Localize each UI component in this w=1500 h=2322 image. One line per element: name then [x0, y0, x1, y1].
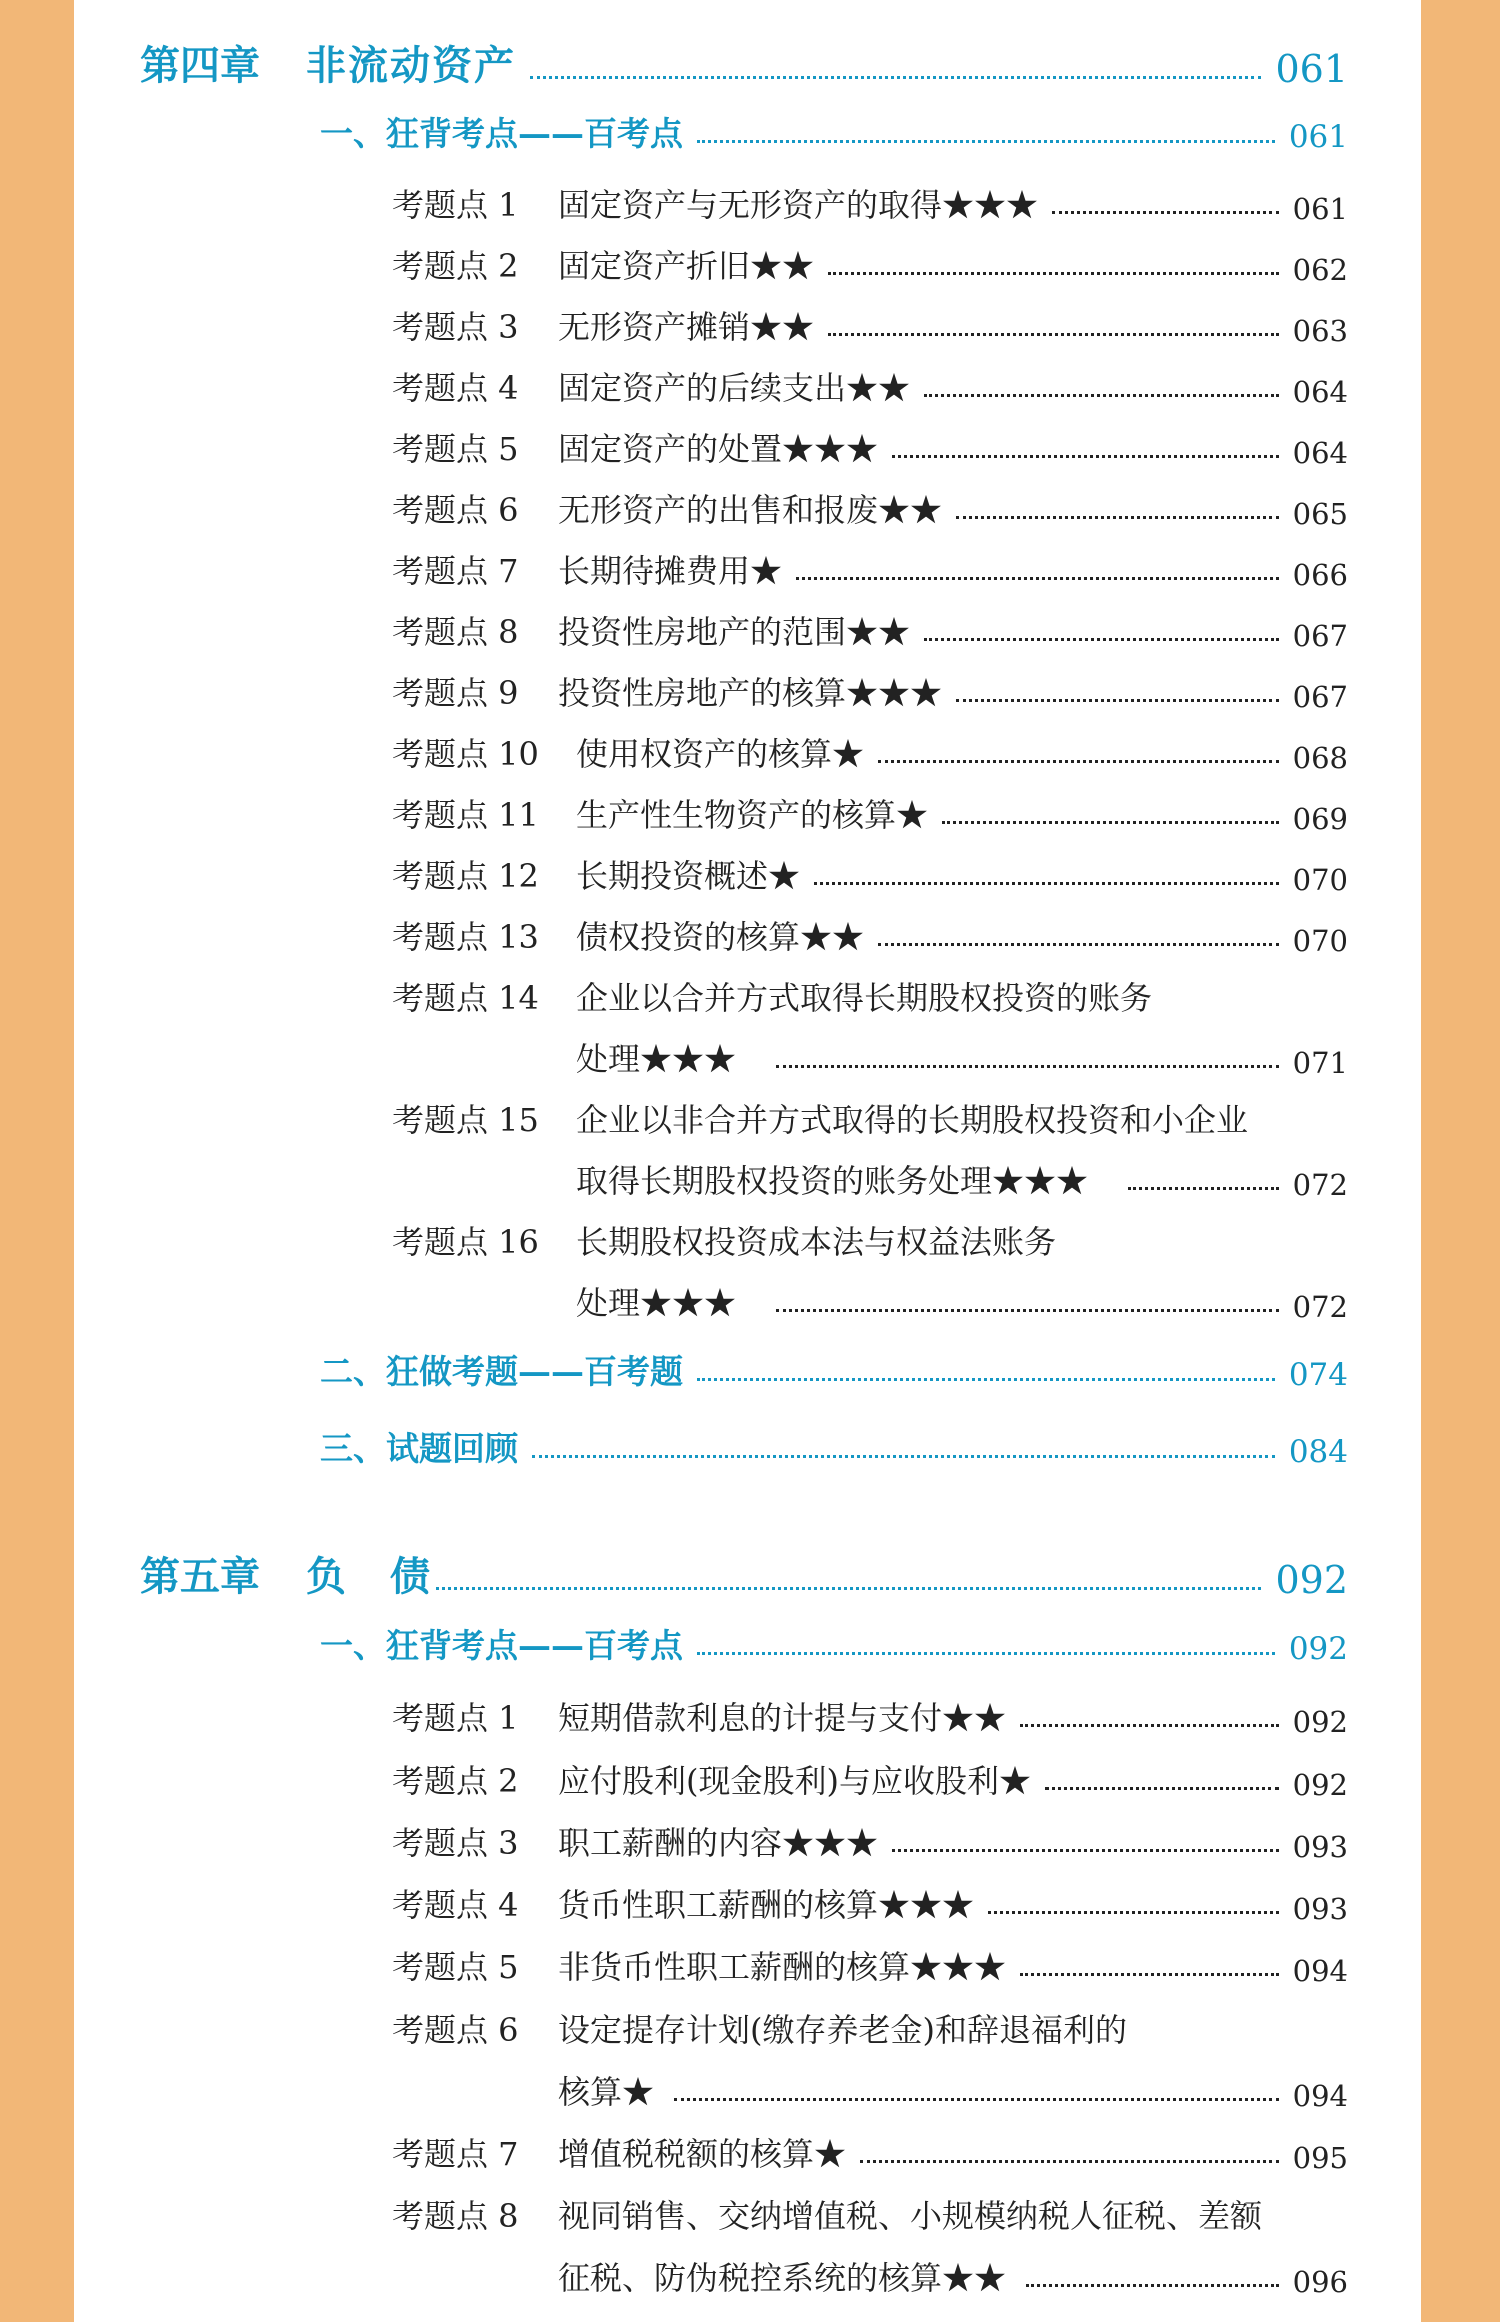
- item-label: 考题点 7: [392, 552, 519, 590]
- toc-item[interactable]: [392, 1095, 1248, 1141]
- item-label: 考题点 13: [392, 918, 539, 956]
- toc-item[interactable]: [392, 1693, 1348, 1739]
- toc-item-continuation[interactable]: [558, 2253, 1348, 2299]
- toc-item[interactable]: [392, 729, 1348, 775]
- page-number: 063: [1292, 314, 1348, 348]
- dot-leader: [1128, 1186, 1279, 1190]
- dot-leader: [828, 332, 1279, 336]
- dot-leader: [878, 759, 1279, 763]
- item-label: 考题点 2: [392, 1762, 519, 1800]
- item-title-continuation: 取得长期股权投资的账务处理★★★: [576, 1162, 1089, 1200]
- page-number: 092: [1292, 1768, 1348, 1802]
- toc-item[interactable]: [392, 241, 1348, 287]
- dot-leader: [776, 1308, 1279, 1312]
- page-number: 067: [1292, 680, 1348, 714]
- page-number: 068: [1292, 741, 1348, 775]
- toc-item-continuation[interactable]: [576, 1278, 1348, 1324]
- item-title: 职工薪酬的内容★★★: [558, 1824, 879, 1862]
- dot-leader: [530, 75, 1261, 79]
- item-label: 考题点 3: [392, 308, 519, 346]
- dot-leader: [924, 637, 1279, 641]
- page-number: 093: [1292, 1892, 1348, 1926]
- item-title: 应付股利(现金股利)与应收股利★: [558, 1762, 1031, 1800]
- section-heading[interactable]: [320, 1346, 1348, 1393]
- item-title: 企业以合并方式取得长期股权投资的账务: [576, 979, 1153, 1017]
- item-title-continuation: 处理★★★: [576, 1284, 737, 1322]
- page-number: 072: [1292, 1290, 1348, 1324]
- item-title: 非货币性职工薪酬的核算★★★: [558, 1948, 1007, 1986]
- item-title: 无形资产摊销★★: [558, 308, 815, 346]
- page-number: 084: [1288, 1434, 1348, 1470]
- item-title: 债权投资的核算★★: [576, 918, 865, 956]
- toc-item-continuation[interactable]: [576, 1156, 1348, 1202]
- dot-leader: [878, 942, 1279, 946]
- page-number: 061: [1288, 119, 1348, 155]
- item-title-continuation: 征税、防伪税控系统的核算★★: [558, 2259, 1007, 2297]
- toc-item[interactable]: [392, 1818, 1348, 1864]
- chapter-title: 非流动资产: [306, 42, 516, 89]
- page-number: 074: [1288, 1357, 1348, 1393]
- item-label: 考题点 12: [392, 857, 539, 895]
- item-title: 长期股权投资成本法与权益法账务: [576, 1223, 1057, 1261]
- item-title: 企业以非合并方式取得的长期股权投资和小企业: [576, 1101, 1249, 1139]
- toc-item[interactable]: [392, 1880, 1348, 1926]
- item-title: 视同销售、交纳增值税、小规模纳税人征税、差额: [558, 2197, 1263, 2235]
- dot-leader: [796, 576, 1279, 580]
- section-title: 一、狂背考点——百考点: [320, 1626, 683, 1665]
- dot-leader: [674, 2097, 1279, 2101]
- item-title: 长期待摊费用★: [558, 552, 783, 590]
- toc-item[interactable]: [392, 363, 1348, 409]
- dot-leader: [814, 881, 1279, 885]
- page-number: 065: [1292, 497, 1348, 531]
- item-title: 增值税税额的核算★: [558, 2135, 847, 2173]
- item-label: 考题点 9: [392, 674, 519, 712]
- toc-item[interactable]: [392, 790, 1348, 836]
- item-title: 无形资产的出售和报废★★: [558, 491, 943, 529]
- dot-leader: [1020, 1723, 1279, 1727]
- dot-leader: [776, 1064, 1279, 1068]
- toc-item[interactable]: [392, 180, 1348, 226]
- page-number: 064: [1292, 375, 1348, 409]
- item-label: 考题点 1: [392, 1699, 519, 1737]
- page-number: 070: [1292, 924, 1348, 958]
- item-title-continuation: 核算★: [558, 2073, 655, 2111]
- page-number: 071: [1292, 1046, 1348, 1080]
- dot-leader: [956, 698, 1279, 702]
- item-title: 使用权资产的核算★: [576, 735, 865, 773]
- item-title: 短期借款利息的计提与支付★★: [558, 1699, 1007, 1737]
- item-label: 考题点 4: [392, 369, 519, 407]
- dot-leader: [942, 820, 1279, 824]
- dot-leader: [697, 1651, 1275, 1655]
- page-number: 061: [1275, 47, 1348, 91]
- dot-leader: [697, 1377, 1275, 1381]
- item-title: 长期投资概述★: [576, 857, 801, 895]
- page-number: 067: [1292, 619, 1348, 653]
- toc-item[interactable]: [392, 485, 1348, 531]
- dot-leader: [697, 139, 1275, 143]
- page-number: 092: [1275, 1558, 1348, 1602]
- item-title: 固定资产的后续支出★★: [558, 369, 911, 407]
- toc-item-continuation[interactable]: [576, 1034, 1348, 1080]
- item-title: 固定资产与无形资产的取得★★★: [558, 186, 1039, 224]
- page-number: 095: [1292, 2141, 1348, 2175]
- dot-leader: [828, 271, 1279, 275]
- item-label: 考题点 11: [392, 796, 539, 834]
- section-heading[interactable]: [320, 108, 1348, 155]
- toc-item[interactable]: [392, 851, 1348, 897]
- toc-item[interactable]: [392, 973, 1152, 1019]
- section-heading[interactable]: [320, 1423, 1348, 1470]
- item-title: 固定资产折旧★★: [558, 247, 815, 285]
- item-label: 考题点 7: [392, 2135, 519, 2173]
- toc-item[interactable]: [392, 2129, 1348, 2175]
- dot-leader: [924, 393, 1279, 397]
- dot-leader: [1026, 2283, 1279, 2287]
- item-title: 设定提存计划(缴存养老金)和辞退福利的: [558, 2011, 1127, 2049]
- dot-leader: [1020, 1972, 1279, 1976]
- page-number: 094: [1292, 1954, 1348, 1988]
- item-title: 投资性房地产的核算★★★: [558, 674, 943, 712]
- toc-item-continuation[interactable]: [558, 2067, 1348, 2113]
- toc-item[interactable]: [392, 2005, 1127, 2051]
- dot-leader: [1045, 1786, 1279, 1790]
- dot-leader: [892, 454, 1279, 458]
- section-title: 三、试题回顾: [320, 1429, 518, 1468]
- item-title-continuation: 处理★★★: [576, 1040, 737, 1078]
- toc-item[interactable]: [392, 607, 1348, 653]
- page-number: 062: [1292, 253, 1348, 287]
- toc-item[interactable]: [392, 546, 1348, 592]
- item-label: 考题点 10: [392, 735, 539, 773]
- page-number: 094: [1292, 2079, 1348, 2113]
- item-title: 货币性职工薪酬的核算★★★: [558, 1886, 975, 1924]
- toc-item[interactable]: [392, 1217, 1056, 1263]
- toc-item[interactable]: [392, 424, 1348, 470]
- chapter-number: 第四章: [140, 42, 260, 89]
- chapter-title: 负 债: [306, 1553, 432, 1600]
- chapter-number: 第五章: [140, 1553, 260, 1600]
- page-number: 064: [1292, 436, 1348, 470]
- dot-leader: [988, 1910, 1279, 1914]
- page-number: 072: [1292, 1168, 1348, 1202]
- item-label: 考题点 5: [392, 1948, 519, 1986]
- section-heading[interactable]: [320, 1620, 1348, 1667]
- item-label: 考题点 1: [392, 186, 519, 224]
- page-number: 069: [1292, 802, 1348, 836]
- dot-leader: [860, 2159, 1279, 2163]
- dot-leader: [892, 1848, 1279, 1852]
- item-title: 固定资产的处置★★★: [558, 430, 879, 468]
- page-number: 093: [1292, 1830, 1348, 1864]
- dot-leader: [532, 1454, 1275, 1458]
- page-number: 070: [1292, 863, 1348, 897]
- item-label: 考题点 4: [392, 1886, 519, 1924]
- toc-item[interactable]: [392, 2191, 1262, 2237]
- dot-leader: [436, 1586, 1261, 1590]
- section-title: 二、狂做考题——百考题: [320, 1352, 683, 1391]
- page-number: 092: [1288, 1631, 1348, 1667]
- chapter-heading[interactable]: [140, 34, 1348, 91]
- item-label: 考题点 8: [392, 613, 519, 651]
- item-label: 考题点 16: [392, 1223, 539, 1261]
- toc-item[interactable]: [392, 1942, 1348, 1988]
- dot-leader: [1052, 210, 1279, 214]
- toc-item[interactable]: [392, 668, 1348, 714]
- item-label: 考题点 8: [392, 2197, 519, 2235]
- item-title: 投资性房地产的范围★★: [558, 613, 911, 651]
- page-number: 061: [1292, 192, 1348, 226]
- item-label: 考题点 2: [392, 247, 519, 285]
- item-label: 考题点 5: [392, 430, 519, 468]
- dot-leader: [956, 515, 1279, 519]
- toc-item[interactable]: [392, 912, 1348, 958]
- item-label: 考题点 14: [392, 979, 539, 1017]
- section-title: 一、狂背考点——百考点: [320, 114, 683, 153]
- item-label: 考题点 15: [392, 1101, 539, 1139]
- toc-item[interactable]: [392, 302, 1348, 348]
- item-label: 考题点 6: [392, 2011, 519, 2049]
- page-number: 092: [1292, 1705, 1348, 1739]
- item-title: 生产性生物资产的核算★: [576, 796, 929, 834]
- item-label: 考题点 3: [392, 1824, 519, 1862]
- page-number: 066: [1292, 558, 1348, 592]
- item-label: 考题点 6: [392, 491, 519, 529]
- chapter-heading[interactable]: [140, 1545, 1348, 1602]
- toc-item[interactable]: [392, 1756, 1348, 1802]
- page-number: 096: [1292, 2265, 1348, 2299]
